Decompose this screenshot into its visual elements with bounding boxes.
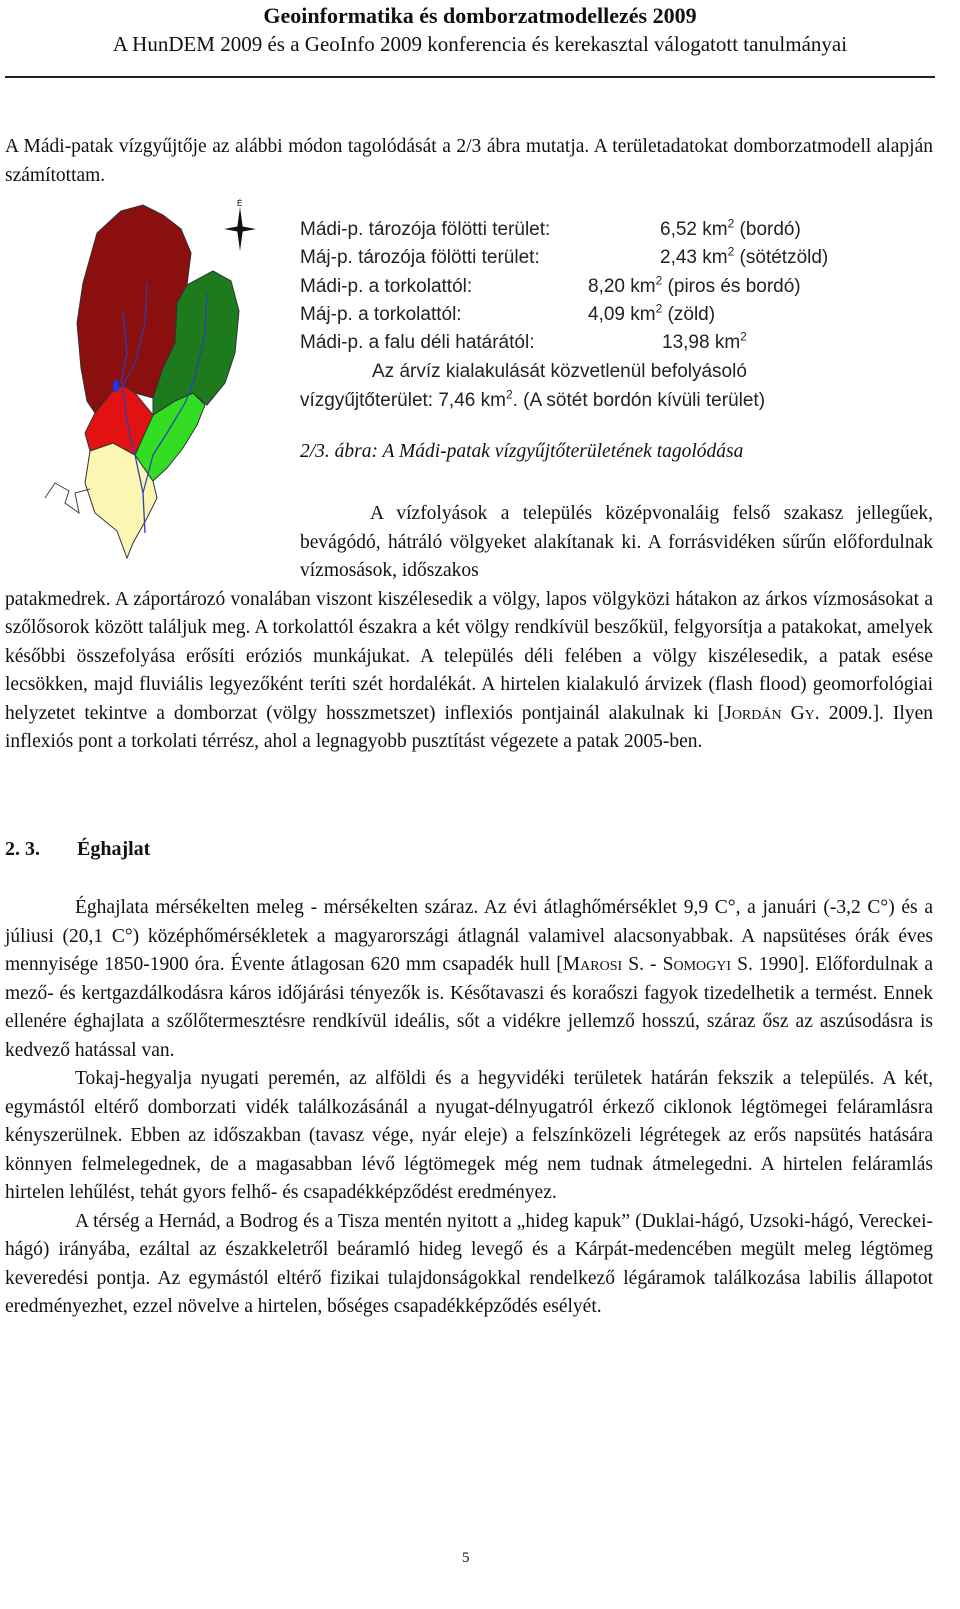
area-note	[300, 358, 880, 415]
note-line-1: Az árvíz kialakulását közvetlenül befolyásoló	[372, 361, 747, 382]
stat-row	[300, 216, 940, 244]
paragraph-climate: Éghajlata mérsékelten meleg - mérsékelten száraz. Az évi átlaghőmérséklet 9,9 C°, a januári (-3,2 C°) és a júliusi (20,1 C°) középhőmérsékletek a magyarországi átlagnál valamivel alacsonyabbak. A napsütéses órák éves mennyisége 1850-1900 óra. Évente átlagosan 620 mm csapadék hull [Marosi S. - Somogyi S. 1990]. Előfordulnak a mező- és kertgazdálkodásra káros időjárási tényezők is. Későtavaszi és koraőszi fagyok tizedelhetik a termést. Ennek ellenére éghajlata a szőlőtermesztésre rendkívül ideális, sőt a vidékre jellemző hosszú, száraz ősz az aszúsodásra is kedvező hatással van.	[5, 897, 933, 1061]
stat-label: Mádi-p. tározója fölötti terület:	[300, 219, 551, 240]
header-rule	[5, 76, 935, 78]
citation: Somogyi S.	[662, 954, 753, 975]
stat-row	[300, 273, 940, 301]
section-title: Éghajlat	[77, 838, 151, 860]
map-reservoir	[113, 380, 119, 392]
compass-label: É	[237, 199, 243, 208]
stat-value: 6,52 $km^2$ (bordó)	[660, 216, 801, 240]
stat-label: Mádi-p. a falu déli határától:	[300, 332, 535, 354]
paragraph-cold-gates: A térség a Hernád, a Bodrog és a Tisza mentén nyitott a „hideg kapuk” (Duklai-hágó, Uzsoki-hágó, Vereckei-hágó) irányába, ezáltal az északkeletről beáramló hideg levegő és a Kárpát-medencében megült meleg légtömeg keveredési pontja. Az egymástól eltérő fizikai tulajdonságokkal rendelkező légáramok találkozása labilis állapotot eredményezhet, ezzel növelve a hirtelen, bőséges csapadékképződés esélyét.	[5, 1210, 933, 1317]
stat-value: 4,09 $km^2$ (zöld)	[588, 301, 716, 325]
paragraph-watercourses	[5, 500, 933, 757]
citation: Marosi S.	[562, 954, 644, 975]
page-header	[0, 0, 960, 58]
stat-value: 13,98 $km^2$	[662, 329, 747, 354]
paragraph-wrapped-part: A vízfolyások a település középvonaláig felső szakasz jellegűek, bevágódó, hátráló völgyeket alakítanak ki. A forrásvidéken sűrűn előfordulnak vízmosások, időszakos	[300, 503, 933, 581]
section-number: 2. 3.	[5, 838, 40, 860]
stat-row	[300, 329, 940, 357]
paragraph-location: Tokaj-hegyalja nyugati peremén, az alföldi és a hegyvidéki területek határán fekszik a település. A két, egymástól eltérő domborzati vidék találkozásánál a nyugat-délnyugatról érkező ciklonok légtömegei feláramlásra kényszerülnek. Ebben az időszakban (tavasz vége, nyár eleje) a felszínközeli légrétegek az erős napsütés hatására könnyen felmelegednek, de a magasabban lévő légtömegek még nem tudnak átmelegedni. A hirtelen feláramlás hirtelen lehűlést, tehát gyors felhő- és csapadékképződést eredményez.	[5, 1068, 933, 1203]
section-heading	[5, 838, 150, 861]
stat-label: Máj-p. tározója fölötti terület:	[300, 247, 540, 269]
stat-value: 2,43 $km^2$ (sötétzöld)	[660, 244, 829, 269]
citation: Jordán Gy.	[724, 702, 820, 724]
climate-text	[5, 894, 933, 1322]
stat-row	[300, 244, 940, 272]
header-subtitle: A HunDEM 2009 és a GeoInfo 2009 konferencia és kerekasztal válogatott tanulmányai	[112, 32, 848, 56]
stat-row	[300, 301, 940, 329]
page-number: 5	[462, 1550, 470, 1566]
figure-caption: 2/3. ábra: A Mádi-patak vízgyűjtőterületének tagolódása	[300, 441, 744, 462]
header-title: Geoinformatika és domborzatmodellezés 2009	[263, 3, 697, 28]
note-line-2: vízgyűjtőterület: 7,46 $km^2$. (A sötét bordón kívüli terület)	[300, 387, 766, 411]
intro-paragraph: A Mádi-patak vízgyűjtője az alábbi módon tagolódását a 2/3 ábra mutatja. A területadatokat domborzatmodell alapján számítottam.	[5, 136, 933, 186]
paragraph-full-part: patakmedrek. A záportározó vonalában viszont kiszélesedik a völgy, lapos völgyközi hátakon az árkos vízmosásokat a szőlősorok között találjuk meg. A torkolattól északra a két völgy rendkívül beszőkül, felgyorsítja a patakokat, amelyek későbbi összefolyása erősíti eróziós munkájukat. A település déli felében a völgy kiszélesedik, a patak esése lecsökken, majd fluviális legyezőként teríti szét hordalékát. A hirtelen kialakuló árvizek (flash flood) geomorfológiai helyzetet tekintve a domborzat (völgy hosszmetszet) inflexiós pontjainál alakulnak ki [Jordán Gy. 2009.]. Ilyen inflexiós pont a torkolati térrész, ahol a legnagyobb pusztítást végezete a patak 2005-ben.	[5, 588, 934, 752]
stat-label: Máj-p. a torkolattól:	[300, 303, 462, 325]
compass-icon	[224, 207, 256, 251]
stat-label: Mádi-p. a torkolattól:	[300, 275, 473, 297]
area-stats	[300, 216, 940, 357]
stat-value: 8,20 $km^2$ (piros és bordó)	[588, 273, 801, 297]
